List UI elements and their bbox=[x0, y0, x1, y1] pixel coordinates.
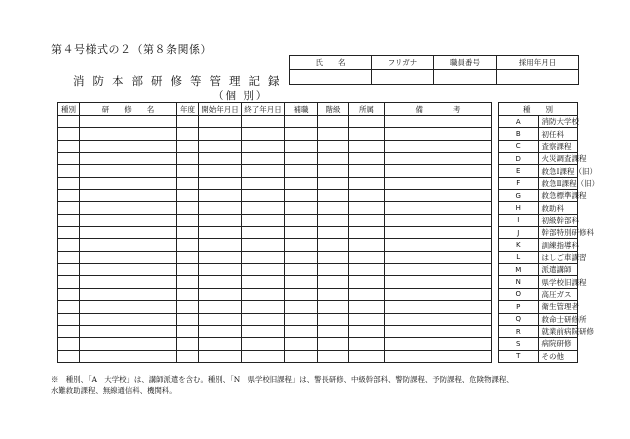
footnote-line: ※ 種別、「A 大学校」は、講師派遣を含む。種別、「N 県学校旧課程」は、警長研修、中級幹部科、警防課程、予防課程、危険物課程、 bbox=[51, 375, 514, 384]
record-cell[interactable] bbox=[177, 239, 199, 251]
record-cell[interactable] bbox=[318, 251, 349, 263]
record-cell[interactable] bbox=[80, 239, 177, 251]
record-cell[interactable] bbox=[80, 128, 177, 140]
record-cell[interactable] bbox=[285, 190, 318, 202]
record-cell[interactable] bbox=[385, 165, 492, 177]
list-item bbox=[499, 301, 578, 313]
record-cell[interactable] bbox=[318, 338, 349, 350]
record-cell[interactable] bbox=[199, 153, 242, 165]
record-cell[interactable] bbox=[58, 202, 80, 214]
record-cell[interactable] bbox=[199, 301, 242, 313]
document-subtitle: （個 別） bbox=[213, 90, 269, 102]
record-cell[interactable] bbox=[349, 140, 385, 152]
record-cell[interactable] bbox=[385, 128, 492, 140]
record-cell[interactable] bbox=[58, 190, 80, 202]
list-item bbox=[499, 214, 578, 226]
training-record-body bbox=[58, 116, 492, 363]
staff-info-table bbox=[289, 55, 579, 85]
category-code: H bbox=[499, 202, 539, 214]
category-name: はしご車講習 bbox=[538, 251, 578, 263]
record-cell[interactable] bbox=[58, 140, 80, 152]
record-cell[interactable] bbox=[177, 276, 199, 288]
record-cell[interactable] bbox=[177, 153, 199, 165]
list-item bbox=[499, 116, 578, 128]
record-cell[interactable] bbox=[318, 276, 349, 288]
column-header: 補職 bbox=[285, 103, 318, 116]
record-cell[interactable] bbox=[199, 350, 242, 362]
record-cell[interactable] bbox=[385, 313, 492, 325]
record-cell[interactable] bbox=[199, 276, 242, 288]
record-cell[interactable] bbox=[242, 153, 285, 165]
category-code: F bbox=[499, 177, 539, 189]
record-cell[interactable] bbox=[318, 214, 349, 226]
record-cell[interactable] bbox=[385, 288, 492, 300]
table-row bbox=[58, 350, 492, 362]
record-cell[interactable] bbox=[177, 165, 199, 177]
record-cell[interactable] bbox=[80, 190, 177, 202]
record-cell[interactable] bbox=[285, 177, 318, 189]
table-row bbox=[58, 165, 492, 177]
list-item bbox=[499, 288, 578, 300]
category-code: C bbox=[499, 140, 539, 152]
staff-info-header-row bbox=[290, 56, 579, 70]
footnote-line: 水難救助課程、無線通信科、機関科。 bbox=[51, 386, 177, 395]
record-cell[interactable] bbox=[177, 116, 199, 128]
record-cell[interactable] bbox=[199, 116, 242, 128]
staff-info-entry-row bbox=[290, 70, 579, 85]
record-cell[interactable] bbox=[199, 264, 242, 276]
category-code: E bbox=[499, 165, 539, 177]
record-cell[interactable] bbox=[177, 227, 199, 239]
category-name: 訓練指導科 bbox=[538, 239, 578, 251]
record-cell[interactable] bbox=[318, 202, 349, 214]
list-item bbox=[499, 227, 578, 239]
record-cell[interactable] bbox=[199, 140, 242, 152]
record-cell[interactable] bbox=[318, 227, 349, 239]
table-row bbox=[58, 153, 492, 165]
list-item bbox=[499, 276, 578, 288]
record-cell[interactable] bbox=[242, 116, 285, 128]
name-header: 氏 名 bbox=[290, 56, 372, 70]
record-cell[interactable] bbox=[285, 251, 318, 263]
record-cell[interactable] bbox=[318, 116, 349, 128]
category-name: 県学校旧課程 bbox=[538, 276, 578, 288]
record-cell[interactable] bbox=[318, 165, 349, 177]
record-cell[interactable] bbox=[349, 116, 385, 128]
column-header: 所属 bbox=[349, 103, 385, 116]
record-cell[interactable] bbox=[58, 239, 80, 251]
record-cell[interactable] bbox=[242, 165, 285, 177]
record-cell[interactable] bbox=[349, 325, 385, 337]
record-cell[interactable] bbox=[349, 128, 385, 140]
list-item bbox=[499, 165, 578, 177]
table-row bbox=[58, 202, 492, 214]
record-cell[interactable] bbox=[285, 276, 318, 288]
record-cell[interactable] bbox=[177, 190, 199, 202]
category-name: 救急Ⅱ課程（旧） bbox=[538, 177, 578, 189]
record-cell[interactable] bbox=[242, 214, 285, 226]
table-row bbox=[58, 227, 492, 239]
category-name: 就業前病院研修 bbox=[538, 325, 578, 337]
category-code: B bbox=[499, 128, 539, 140]
table-row bbox=[58, 264, 492, 276]
record-cell[interactable] bbox=[177, 264, 199, 276]
record-cell[interactable] bbox=[199, 190, 242, 202]
category-code: S bbox=[499, 338, 539, 350]
category-code: P bbox=[499, 301, 539, 313]
record-cell[interactable] bbox=[177, 202, 199, 214]
table-row bbox=[58, 190, 492, 202]
record-cell[interactable] bbox=[80, 153, 177, 165]
record-cell[interactable] bbox=[242, 276, 285, 288]
list-item bbox=[499, 350, 578, 362]
record-cell[interactable] bbox=[242, 177, 285, 189]
column-header: 種別 bbox=[58, 103, 80, 116]
record-cell[interactable] bbox=[285, 301, 318, 313]
record-cell[interactable] bbox=[285, 140, 318, 152]
column-header: 終了年月日 bbox=[242, 103, 285, 116]
category-name: 救命士研修所 bbox=[538, 313, 578, 325]
category-code: J bbox=[499, 227, 539, 239]
category-name: 病院研修 bbox=[538, 338, 578, 350]
record-cell[interactable] bbox=[58, 165, 80, 177]
record-cell[interactable] bbox=[58, 264, 80, 276]
category-legend-body bbox=[499, 116, 600, 363]
column-header: 開始年月日 bbox=[199, 103, 242, 116]
category-code: D bbox=[499, 153, 539, 165]
list-item bbox=[499, 140, 578, 152]
record-cell[interactable] bbox=[349, 338, 385, 350]
record-cell[interactable] bbox=[199, 128, 242, 140]
record-cell[interactable] bbox=[199, 165, 242, 177]
category-legend-header-row bbox=[499, 103, 578, 116]
list-item bbox=[499, 202, 578, 214]
record-cell[interactable] bbox=[385, 177, 492, 189]
record-cell[interactable] bbox=[199, 239, 242, 251]
category-code: A bbox=[499, 116, 539, 128]
list-item bbox=[499, 338, 578, 350]
record-cell[interactable] bbox=[349, 301, 385, 313]
record-cell[interactable] bbox=[242, 251, 285, 263]
record-cell[interactable] bbox=[80, 264, 177, 276]
record-cell[interactable] bbox=[318, 264, 349, 276]
record-cell[interactable] bbox=[242, 202, 285, 214]
record-cell[interactable] bbox=[177, 313, 199, 325]
category-code: T bbox=[499, 350, 539, 362]
category-code: K bbox=[499, 239, 539, 251]
record-cell[interactable] bbox=[285, 128, 318, 140]
record-cell[interactable] bbox=[385, 251, 492, 263]
record-cell[interactable] bbox=[80, 301, 177, 313]
document-title: 消防本部研修等管理記録 bbox=[73, 74, 288, 88]
hire-date-header: 採用年月日 bbox=[497, 56, 579, 70]
record-cell[interactable] bbox=[80, 165, 177, 177]
category-code: O bbox=[499, 288, 539, 300]
table-row bbox=[58, 301, 492, 313]
record-cell[interactable] bbox=[349, 202, 385, 214]
table-row bbox=[58, 116, 492, 128]
record-cell[interactable] bbox=[385, 227, 492, 239]
category-name: 初任科 bbox=[538, 128, 578, 140]
record-cell[interactable] bbox=[285, 116, 318, 128]
record-cell[interactable] bbox=[318, 128, 349, 140]
record-cell[interactable] bbox=[242, 264, 285, 276]
record-cell[interactable] bbox=[58, 214, 80, 226]
category-code: Q bbox=[499, 313, 539, 325]
record-cell[interactable] bbox=[285, 288, 318, 300]
record-cell[interactable] bbox=[349, 239, 385, 251]
table-row bbox=[58, 177, 492, 189]
list-item bbox=[499, 325, 578, 337]
record-cell[interactable] bbox=[385, 264, 492, 276]
record-cell[interactable] bbox=[385, 276, 492, 288]
table-row bbox=[58, 313, 492, 325]
record-cell[interactable] bbox=[80, 202, 177, 214]
record-cell[interactable] bbox=[199, 288, 242, 300]
category-code: M bbox=[499, 264, 539, 276]
record-cell[interactable] bbox=[318, 239, 349, 251]
record-cell[interactable] bbox=[58, 251, 80, 263]
record-cell[interactable] bbox=[349, 177, 385, 189]
record-cell[interactable] bbox=[80, 116, 177, 128]
record-cell[interactable] bbox=[80, 313, 177, 325]
record-cell[interactable] bbox=[58, 338, 80, 350]
column-header: 備 考 bbox=[385, 103, 492, 116]
training-record-header-row bbox=[58, 103, 492, 116]
table-row bbox=[58, 140, 492, 152]
list-item bbox=[499, 251, 578, 263]
column-header: 研 修 名 bbox=[80, 103, 177, 116]
record-cell[interactable] bbox=[242, 350, 285, 362]
hire-date-cell[interactable] bbox=[497, 70, 579, 85]
record-cell[interactable] bbox=[242, 140, 285, 152]
record-cell[interactable] bbox=[285, 313, 318, 325]
record-cell[interactable] bbox=[349, 214, 385, 226]
list-item bbox=[499, 264, 578, 276]
record-cell[interactable] bbox=[242, 313, 285, 325]
list-item bbox=[499, 190, 578, 202]
record-cell[interactable] bbox=[285, 264, 318, 276]
record-cell[interactable] bbox=[199, 313, 242, 325]
record-cell[interactable] bbox=[58, 116, 80, 128]
record-cell[interactable] bbox=[318, 325, 349, 337]
category-name: 救急Ⅰ課程（旧） bbox=[538, 165, 578, 177]
record-cell[interactable] bbox=[385, 190, 492, 202]
record-cell[interactable] bbox=[242, 227, 285, 239]
table-row bbox=[58, 128, 492, 140]
category-legend-header: 種 別 bbox=[499, 103, 578, 116]
category-name: 幹部特別研修科 bbox=[538, 227, 578, 239]
record-cell[interactable] bbox=[177, 350, 199, 362]
record-cell[interactable] bbox=[385, 325, 492, 337]
record-cell[interactable] bbox=[177, 140, 199, 152]
record-cell[interactable] bbox=[58, 276, 80, 288]
record-cell[interactable] bbox=[385, 140, 492, 152]
record-cell[interactable] bbox=[58, 301, 80, 313]
footnote bbox=[51, 374, 611, 396]
table-row bbox=[58, 239, 492, 251]
record-cell[interactable] bbox=[177, 128, 199, 140]
record-cell[interactable] bbox=[58, 227, 80, 239]
category-code: G bbox=[499, 190, 539, 202]
record-cell[interactable] bbox=[177, 288, 199, 300]
record-cell[interactable] bbox=[318, 140, 349, 152]
record-cell[interactable] bbox=[242, 338, 285, 350]
table-row bbox=[58, 325, 492, 337]
record-cell[interactable] bbox=[199, 214, 242, 226]
table-row bbox=[58, 288, 492, 300]
record-cell[interactable] bbox=[318, 153, 349, 165]
category-code: R bbox=[499, 325, 539, 337]
column-header: 年度 bbox=[177, 103, 199, 116]
record-cell[interactable] bbox=[385, 214, 492, 226]
list-item bbox=[499, 177, 578, 189]
record-cell[interactable] bbox=[285, 153, 318, 165]
record-cell[interactable] bbox=[285, 338, 318, 350]
category-code: N bbox=[499, 276, 539, 288]
record-cell[interactable] bbox=[177, 251, 199, 263]
record-cell[interactable] bbox=[318, 177, 349, 189]
record-cell[interactable] bbox=[349, 227, 385, 239]
record-cell[interactable] bbox=[242, 128, 285, 140]
category-name: 火災調査課程 bbox=[538, 153, 578, 165]
record-cell[interactable] bbox=[80, 325, 177, 337]
record-cell[interactable] bbox=[199, 325, 242, 337]
record-cell[interactable] bbox=[285, 214, 318, 226]
record-cell[interactable] bbox=[58, 288, 80, 300]
staff-number-header: 職員番号 bbox=[434, 56, 497, 70]
record-cell[interactable] bbox=[80, 177, 177, 189]
record-cell[interactable] bbox=[80, 350, 177, 362]
category-name: 衛生管理者 bbox=[538, 301, 578, 313]
record-cell[interactable] bbox=[199, 177, 242, 189]
category-name: その他 bbox=[538, 350, 578, 362]
list-item bbox=[499, 239, 578, 251]
record-cell[interactable] bbox=[80, 227, 177, 239]
record-cell[interactable] bbox=[58, 128, 80, 140]
record-cell[interactable] bbox=[349, 165, 385, 177]
category-name: 消防大学校 bbox=[538, 116, 578, 128]
record-cell[interactable] bbox=[385, 338, 492, 350]
staff-number-cell[interactable] bbox=[434, 70, 497, 85]
category-code: I bbox=[499, 214, 539, 226]
record-cell[interactable] bbox=[58, 313, 80, 325]
record-cell[interactable] bbox=[385, 202, 492, 214]
record-cell[interactable] bbox=[349, 276, 385, 288]
record-cell[interactable] bbox=[385, 350, 492, 362]
record-cell[interactable] bbox=[80, 214, 177, 226]
category-name: 派遣講師 bbox=[538, 264, 578, 276]
record-cell[interactable] bbox=[385, 153, 492, 165]
table-row bbox=[58, 214, 492, 226]
record-cell[interactable] bbox=[285, 350, 318, 362]
record-cell[interactable] bbox=[80, 338, 177, 350]
record-cell[interactable] bbox=[177, 338, 199, 350]
record-cell[interactable] bbox=[349, 264, 385, 276]
record-cell[interactable] bbox=[349, 190, 385, 202]
record-cell[interactable] bbox=[80, 288, 177, 300]
record-cell[interactable] bbox=[242, 288, 285, 300]
table-row bbox=[58, 338, 492, 350]
record-cell[interactable] bbox=[242, 239, 285, 251]
record-cell[interactable] bbox=[385, 301, 492, 313]
record-cell[interactable] bbox=[199, 202, 242, 214]
record-cell[interactable] bbox=[349, 251, 385, 263]
record-cell[interactable] bbox=[242, 325, 285, 337]
record-cell[interactable] bbox=[58, 350, 80, 362]
form-number: 第４号様式の２（第８条関係） bbox=[51, 43, 212, 56]
record-cell[interactable] bbox=[318, 288, 349, 300]
record-cell[interactable] bbox=[58, 177, 80, 189]
list-item bbox=[499, 128, 578, 140]
record-cell[interactable] bbox=[80, 140, 177, 152]
furigana-cell[interactable] bbox=[372, 70, 434, 85]
record-cell[interactable] bbox=[349, 288, 385, 300]
record-cell[interactable] bbox=[199, 251, 242, 263]
record-cell[interactable] bbox=[58, 153, 80, 165]
record-cell[interactable] bbox=[285, 165, 318, 177]
category-name: 高圧ガス bbox=[538, 288, 578, 300]
column-header: 階級 bbox=[318, 103, 349, 116]
record-cell[interactable] bbox=[385, 239, 492, 251]
record-cell[interactable] bbox=[242, 190, 285, 202]
table-row bbox=[58, 276, 492, 288]
record-cell[interactable] bbox=[285, 239, 318, 251]
record-cell[interactable] bbox=[349, 153, 385, 165]
record-cell[interactable] bbox=[285, 202, 318, 214]
record-cell[interactable] bbox=[318, 301, 349, 313]
table-row bbox=[58, 251, 492, 263]
record-cell[interactable] bbox=[242, 301, 285, 313]
record-cell[interactable] bbox=[385, 116, 492, 128]
furigana-header: フリガナ bbox=[372, 56, 434, 70]
category-name: 救急標準課程 bbox=[538, 190, 578, 202]
record-cell[interactable] bbox=[349, 313, 385, 325]
training-record-table bbox=[57, 102, 492, 363]
list-item bbox=[499, 313, 578, 325]
record-cell[interactable] bbox=[177, 177, 199, 189]
record-cell[interactable] bbox=[285, 325, 318, 337]
name-cell[interactable] bbox=[290, 70, 372, 85]
record-cell[interactable] bbox=[318, 313, 349, 325]
category-name: 初級幹部科 bbox=[538, 214, 578, 226]
category-name: 救助科 bbox=[538, 202, 578, 214]
record-cell[interactable] bbox=[199, 227, 242, 239]
record-cell[interactable] bbox=[177, 214, 199, 226]
record-cell[interactable] bbox=[285, 227, 318, 239]
record-cell[interactable] bbox=[199, 338, 242, 350]
category-code: L bbox=[499, 251, 539, 263]
record-cell[interactable] bbox=[58, 325, 80, 337]
record-cell[interactable] bbox=[318, 190, 349, 202]
list-item bbox=[499, 153, 578, 165]
record-cell[interactable] bbox=[318, 350, 349, 362]
category-name: 査察課程 bbox=[538, 140, 578, 152]
record-cell[interactable] bbox=[177, 301, 199, 313]
record-cell[interactable] bbox=[80, 276, 177, 288]
record-cell[interactable] bbox=[177, 325, 199, 337]
record-cell[interactable] bbox=[80, 251, 177, 263]
record-cell[interactable] bbox=[349, 350, 385, 362]
category-legend-table bbox=[498, 102, 600, 363]
